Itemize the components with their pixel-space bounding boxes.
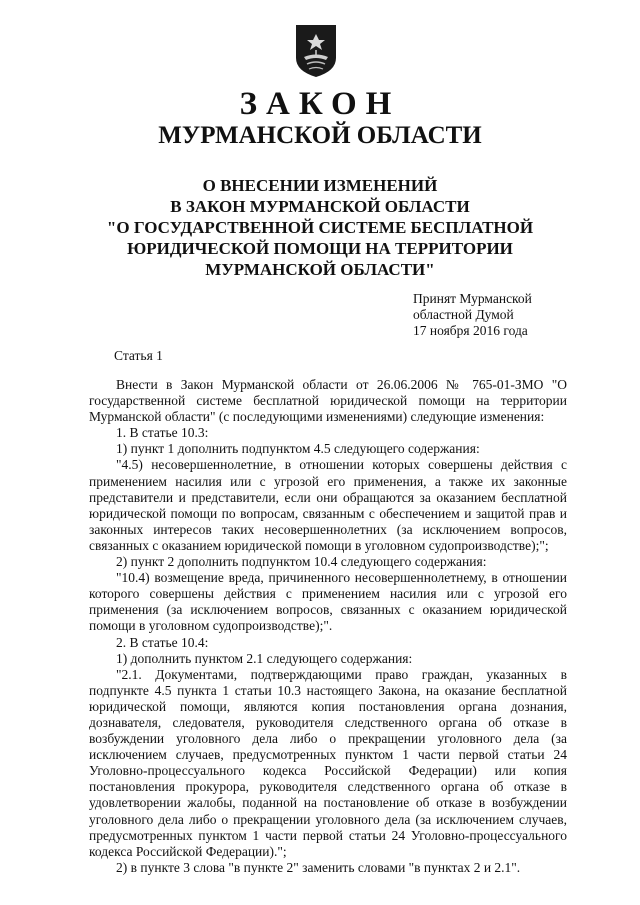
paragraph: 1) дополнить пунктом 2.1 следующего содержания: xyxy=(116,650,413,666)
paragraph: Внести в Закон Мурманской области от 26.06.2006 № 765-01-ЗМО "О государственной системе бесплатной юридической помощи на территории Мурманской области" (с последующими изменениями) следующие изменения: xyxy=(89,377,567,425)
paragraph: 2) в пункте 3 слова "в пункте 2" заменить словами "в пунктах 2 и 2.1". xyxy=(116,859,521,875)
adoption-line: областной Думой xyxy=(413,307,514,322)
law-subject-title xyxy=(80,175,560,280)
region-title: МУРМАНСКОЙ ОБЛАСТИ xyxy=(158,122,482,149)
paragraph: "4.5) несовершеннолетние, в отношении которых совершены действия с применением насилия или с угрозой его применения, а также их законные представители и представители, если они обращаются за оказанием бесплатной юридической помощи по вопросам, связанным с обеспечением и защитой прав и законных интересов таких несовершеннолетних (за исключением вопросов, связанных с оказанием юридической помощи в уголовном судопроизводстве);"; xyxy=(89,457,567,553)
subject-line: ЮРИДИЧЕСКОЙ ПОМОЩИ НА ТЕРРИТОРИИ xyxy=(127,239,513,258)
paragraph: "2.1. Документами, подтверждающими право граждан, указанных в подпункте 4.5 пункта 1 статьи 10.3 настоящего Закона, на оказание бесплатной юридической помощи, являются копия постановления органа дознания, дознавателя, следователя, руководителя следственного органа об отказе в возбуждении уголовного дела либо о прекращении уголовного дела (за исключением случаев, предусмотренных пунктом 1 части первой статьи 24 Уголовно-процессуального кодекса Российской Федерации) или копия постановления прокурора, руководителя следственного органа об отказе в удовлетворении жалобы, поданной на постановление об отказе в возбуждении уголовного дела либо о прекращении уголовного дела (за исключением случаев, предусмотренных пунктом 1 части первой статьи 24 Уголовно-процессуального кодекса Российской Федерации)."; xyxy=(89,666,567,859)
article-heading: Статья 1 xyxy=(114,348,163,363)
paragraph: 1. В статье 10.3: xyxy=(116,425,209,441)
subject-line: "О ГОСУДАРСТВЕННОЙ СИСТЕМЕ БЕСПЛАТНОЙ xyxy=(106,218,534,237)
subject-line: О ВНЕСЕНИИ ИЗМЕНЕНИЙ xyxy=(202,176,438,195)
paragraph: 1) пункт 1 дополнить подпунктом 4.5 следующего содержания: xyxy=(116,441,480,457)
article-body xyxy=(89,377,567,876)
adoption-line: Принят Мурманской xyxy=(413,291,532,306)
adoption-note xyxy=(413,291,532,339)
subject-line: В ЗАКОН МУРМАНСКОЙ ОБЛАСТИ xyxy=(170,197,470,216)
adoption-date: 17 ноября 2016 года xyxy=(413,323,528,338)
law-title: ЗАКОН xyxy=(239,86,401,122)
paragraph: 2) пункт 2 дополнить подпунктом 10.4 следующего содержания: xyxy=(116,554,487,570)
paragraph: "10.4) возмещение вреда, причиненного несовершеннолетнему, в отношении которого совершены действия с применением насилия или с угрозой его применения (за исключением вопросов, связанных с оказанием юридической помощи в уголовном судопроизводстве);". xyxy=(89,570,567,634)
coat-of-arms-emblem xyxy=(295,24,337,78)
paragraph: 2. В статье 10.4: xyxy=(116,634,209,650)
subject-line: МУРМАНСКОЙ ОБЛАСТИ" xyxy=(205,260,435,279)
